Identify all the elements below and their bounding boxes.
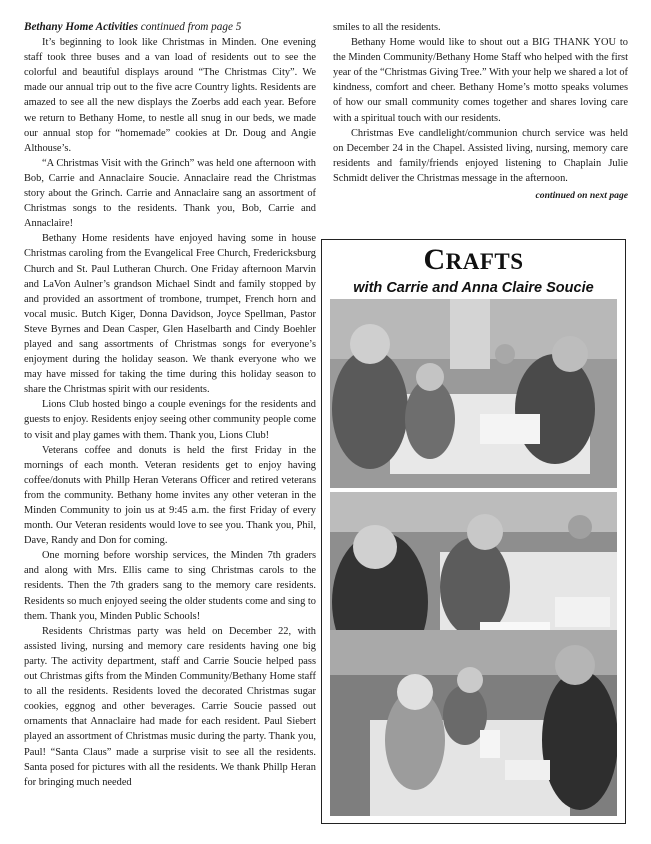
article-left-column: [24, 20, 316, 790]
crafts-subtitle: with Carrie and Anna Claire Soucie: [353, 280, 594, 296]
paragraph: Christmas Eve candlelight/communion church service was held on December 24 in the Chapel. Assisted living, nursing, memory care residents and family/friends enjoyed listening to Chaplain Julie Schmidt deliver the Christmas message in the afternoon.: [333, 127, 628, 184]
article-right-column: [333, 20, 628, 203]
crafts-photo-3: [330, 630, 617, 816]
paragraph: Bethany Home residents have enjoyed having some in house Christmas caroling from the Evangelical Free Church, Fredericksburg Church and St. Paul Lutheran Church. One Friday afternoon Marvin and LaVon Aulner’s grandson Michael Sindt and family stopped by and provided an assortment of trombone, trumpet, French horn and vocal music. Butch Kiger, Donna Davidson, Joyce Spellman, Pastor Steve Byrnes and Dean Casper, Glen Haselbarth and Cindy Boehler played and sang assortments of Christmas songs for everyone’s enjoyment during the holiday season. We thank everyone who we may have missed for taking the time during this holiday season to share the Christmas spirit with our residents.: [24, 233, 316, 396]
crafts-title: CRAFTS: [423, 243, 524, 276]
paragraph: Bethany Home would like to shout out a BIG THANK YOU to the Minden Community/Bethany Home Staff who helped with the first year of the “Christmas Giving Tree.” With your help we shared a lot of kindness, comfort and cheer. Bethany Home’s motto speaks volumes of how our small community comes together and shares loving care with a spiritual touch with our residents.: [333, 37, 628, 124]
crafts-photo-1: [330, 299, 617, 488]
paragraph: Veterans coffee and donuts is held the first Friday in the mornings of each month. Veteran residents get to enjoy having coffee/donuts with Phillp Heran Veterans Officer and retired veterans from the community. Bethany home invites any other veteran in the Minden Community to join us at 9:45 a.m. the first Friday of every month. Our Veteran residents would love to see you. Thank you, Phil, Dave, Randy and Don for coming.: [24, 444, 316, 547]
paragraph: One morning before worship services, the Minden 7th graders and along with Mrs. Ellis came to sing Christmas carols to the residents. Then the 7th graders sang to the memory care residents. Residents so much enjoyed seeing the older students come and sing to them. Thank you, Minden Public Schools!: [24, 550, 316, 622]
paragraph: It’s beginning to look like Christmas in Minden. One evening staff took three buses and a van load of residents out to see the colorful and beautiful displays around “The Christmas City”. We made our annual trip out to the five acre Country lights. Residents are amazed to see all the new displays the Zoerbs add each year. Before we return to Bethany Home, to nestle all snug in our beds, we made our annual stop for “homemade” cookies at Dr. Doug and Angie Althouse’s.: [24, 37, 316, 154]
article-heading: Bethany Home Activities continued from page 5: [24, 21, 242, 33]
paragraph: smiles to all the residents.: [333, 22, 441, 33]
continued-next-page: continued on next page: [535, 190, 628, 202]
paragraph: “A Christmas Visit with the Grinch” was held one afternoon with Bob, Carrie and Annaclaire Soucie. Annaclaire read the Christmas story about the Grinch. Carrie and Annaclaire sang an assortment of Christmas songs to the residents. Thank you, Bob, Carrie and Annaclaire!: [24, 157, 316, 230]
crafts-photo-box: [321, 239, 626, 824]
paragraph: Residents Christmas party was held on December 22, with assisted living, nursing and memory care residents having one big party. The activity department, staff and Carrie Soucie helped pass out Christmas gifts from the Minden Community/Bethany Home staff to all the residents. Residents loved the decorated Christmas sugar cookies, eggnog and other beverages. Carrie Soucie passed out ornaments that Annaclaire had made for each resident. Paul Siebert played an assortment of Christmas music during the party. Thank you, Paul! “Santa Claus” made a surprise visit to see all the residents. Santa posed for pictures with all the residents. We thank Phillp Heran for bringing much needed: [24, 625, 316, 788]
paragraph: Lions Club hosted bingo a couple evenings for the residents and guests to enjoy. Residents enjoy seeing other community people come to visit and play games with them. Thank you, Lions Club!: [24, 399, 316, 441]
